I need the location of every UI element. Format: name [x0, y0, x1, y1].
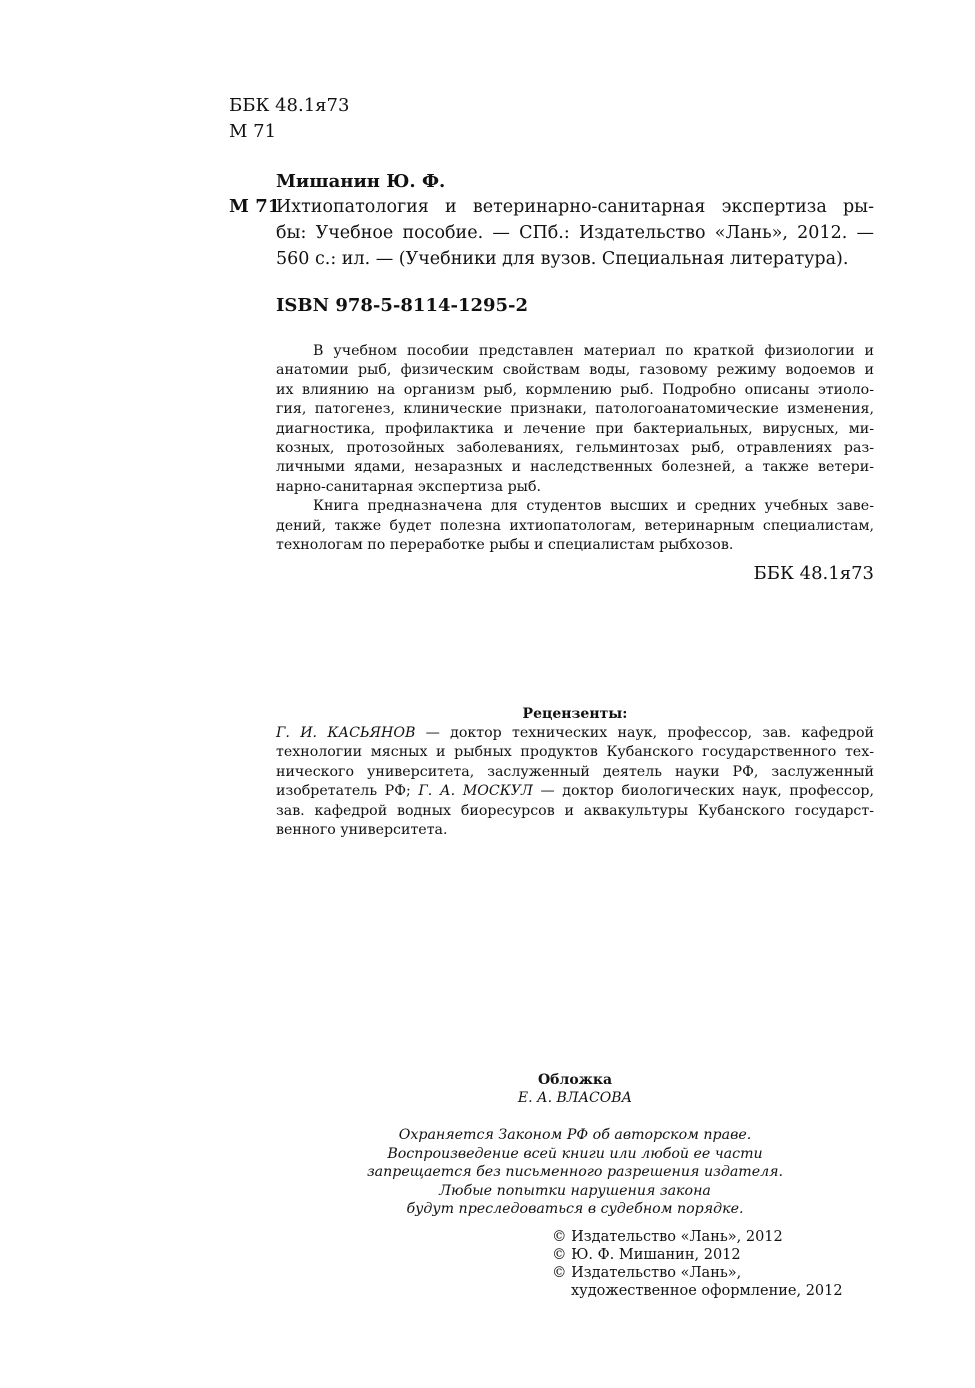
bbk-code: ББК 48.1я73	[229, 95, 350, 116]
author-mark-code: М 71	[229, 196, 281, 217]
biblio-line: бы: Учебное пособие. — СПб.: Издательство «Лань», 2012. —	[276, 223, 874, 243]
annotation-line: нарно-санитарная экспертиза рыб.	[276, 478, 541, 495]
annotation-line: их влиянию на организм рыб, кормлению рыб. Подробно описаны этиоло-	[276, 381, 874, 398]
annotation	[276, 342, 874, 555]
annotation-line: гия, патогенез, клинические признаки, патологоанатомические изменения,	[276, 401, 874, 418]
copyright-line: © Издательство «Лань»,	[552, 1265, 742, 1281]
annotation-line: личными ядами, незаразных и наследственных болезней, а также ветери-	[276, 459, 874, 476]
copyright-line: © Издательство «Лань», 2012	[552, 1229, 783, 1245]
annotation-line: дений, также будет полезна ихтиопатологам, ветеринарным специалистам,	[276, 517, 874, 534]
biblio-line: 560 с.: ил. — (Учебники для вузов. Специальная литература).	[276, 249, 849, 269]
reviewers-line: нического университета, заслуженный деятель науки РФ, заслуженный	[276, 763, 874, 780]
bibliographic-description	[276, 194, 874, 272]
copyright-line: © Ю. Ф. Мишанин, 2012	[552, 1247, 741, 1263]
reviewer-text: изобретатель РФ;	[276, 783, 419, 800]
cover-credit	[276, 1071, 874, 1107]
annotation-line: технологам по переработке рыбы и специалистам рыбхозов.	[276, 537, 734, 554]
bbk-header	[229, 93, 349, 145]
reviewer-name: Г. И. КАСЬЯНОВ	[276, 725, 416, 741]
notice-line: Любые попытки нарушения закона	[439, 1182, 711, 1199]
cover-heading: Обложка	[537, 1072, 613, 1088]
reviewer-name: Г. А. МОСКУЛ	[418, 783, 533, 800]
copyright-line: художественное оформление, 2012	[571, 1283, 843, 1299]
biblio-line: Ихтиопатология и ветеринарно-санитарная экспертиза ры-	[276, 197, 874, 217]
reviewers-heading: Рецензенты:	[522, 706, 628, 722]
reviewers-text	[276, 724, 874, 840]
annotation-line: Книга предназначена для студентов высших и средних учебных заве-	[313, 498, 874, 515]
reviewers-line	[276, 782, 874, 801]
annotation-line: В учебном пособии представлен материал по краткой физиологии и	[313, 343, 874, 359]
notice-line: запрещается без письменного разрешения издателя.	[366, 1164, 784, 1180]
reviewers-line: технологии мясных и рыбных продуктов Кубанского государственного тех-	[276, 744, 874, 761]
reviewers-line: зав. кафедрой водных биоресурсов и аквакультуры Кубанского государст-	[276, 802, 874, 819]
notice-line: будут преследоваться в судебном порядке.	[406, 1201, 744, 1217]
isbn: ISBN 978-5-8114-1295-2	[276, 295, 529, 316]
annotation-line: козных, протозойных заболеваниях, гельминтозах рыб, отравлениях раз-	[276, 440, 874, 457]
annotation-line: анатомии рыб, физическим свойствам воды, газовому режиму водоемов и	[276, 362, 874, 379]
copyright-notice	[276, 1126, 874, 1219]
notice-line: Воспроизведение всей книги или любой ее части	[387, 1145, 763, 1162]
annotation-line: диагностика, профилактика и лечение при бактериальных, вирусных, ми-	[276, 420, 874, 437]
cover-designer: Е. А. ВЛАСОВА	[517, 1090, 633, 1106]
reviewers-line: венного университета.	[276, 822, 448, 839]
notice-line: Охраняется Законом РФ об авторском праве.	[398, 1127, 752, 1143]
author-mark: М 71	[229, 121, 277, 142]
annotation-bbk: ББК 48.1я73	[753, 563, 874, 584]
reviewer-text: — доктор биологических наук, профессор,	[532, 783, 874, 800]
reviewer-text: — доктор технических наук, профессор, зав. кафедрой	[415, 725, 874, 741]
author-name: Мишанин Ю. Ф.	[276, 171, 446, 192]
copyright-block	[552, 1228, 843, 1300]
reviewers-line	[276, 724, 874, 743]
